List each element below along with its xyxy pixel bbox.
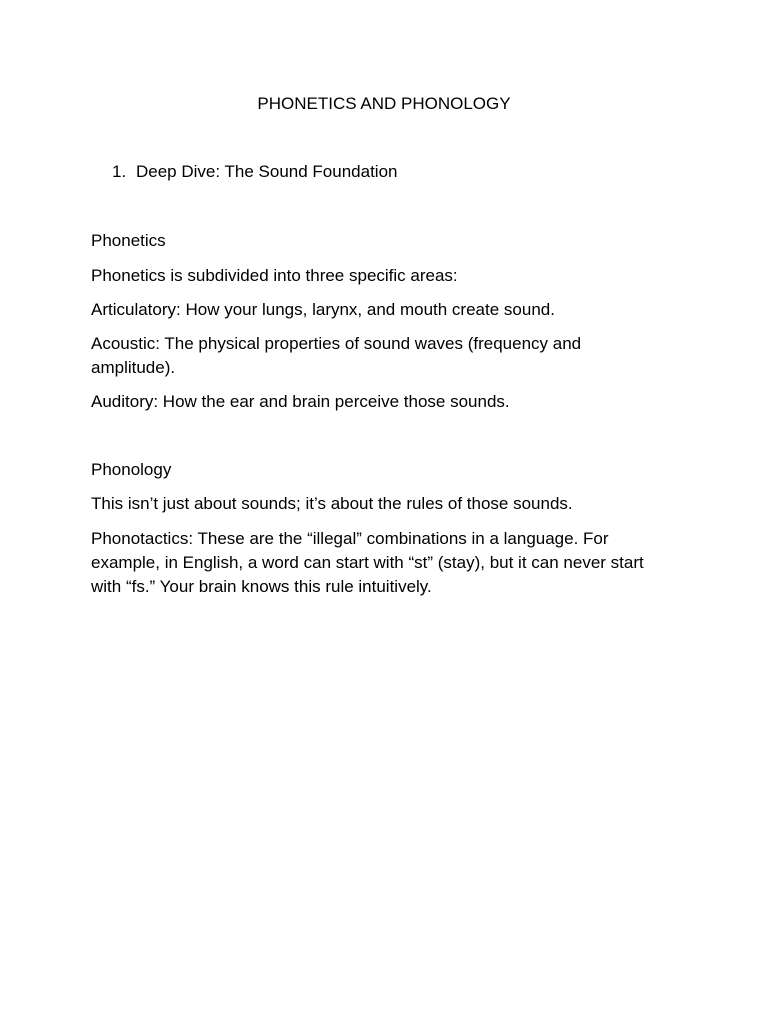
phonology-heading: Phonology <box>91 460 172 479</box>
phonetics-intro: Phonetics is subdivided into three specific areas: <box>91 266 458 285</box>
list-number: 1. <box>112 162 127 181</box>
list-item <box>112 160 397 184</box>
phonetics-articulatory: Articulatory: How your lungs, larynx, and mouth create sound. <box>91 300 555 319</box>
phonetics-auditory: Auditory: How the ear and brain perceive those sounds. <box>91 392 510 411</box>
phonology-intro: This isn’t just about sounds; it’s about the rules of those sounds. <box>91 494 573 513</box>
phonetics-acoustic: Acoustic: The physical properties of sound waves (frequency and amplitude). <box>91 334 582 377</box>
phonetics-heading: Phonetics <box>91 231 166 250</box>
phonotactics-paragraph: Phonotactics: These are the “illegal” combinations in a language. For example, in English, a word can start with “st” (stay), but it can never start with “fs.” Your brain knows this rule intuitively. <box>91 529 644 596</box>
document-title: PHONETICS AND PHONOLOGY <box>257 94 511 113</box>
list-item-text: Deep Dive: The Sound Foundation <box>136 162 398 181</box>
